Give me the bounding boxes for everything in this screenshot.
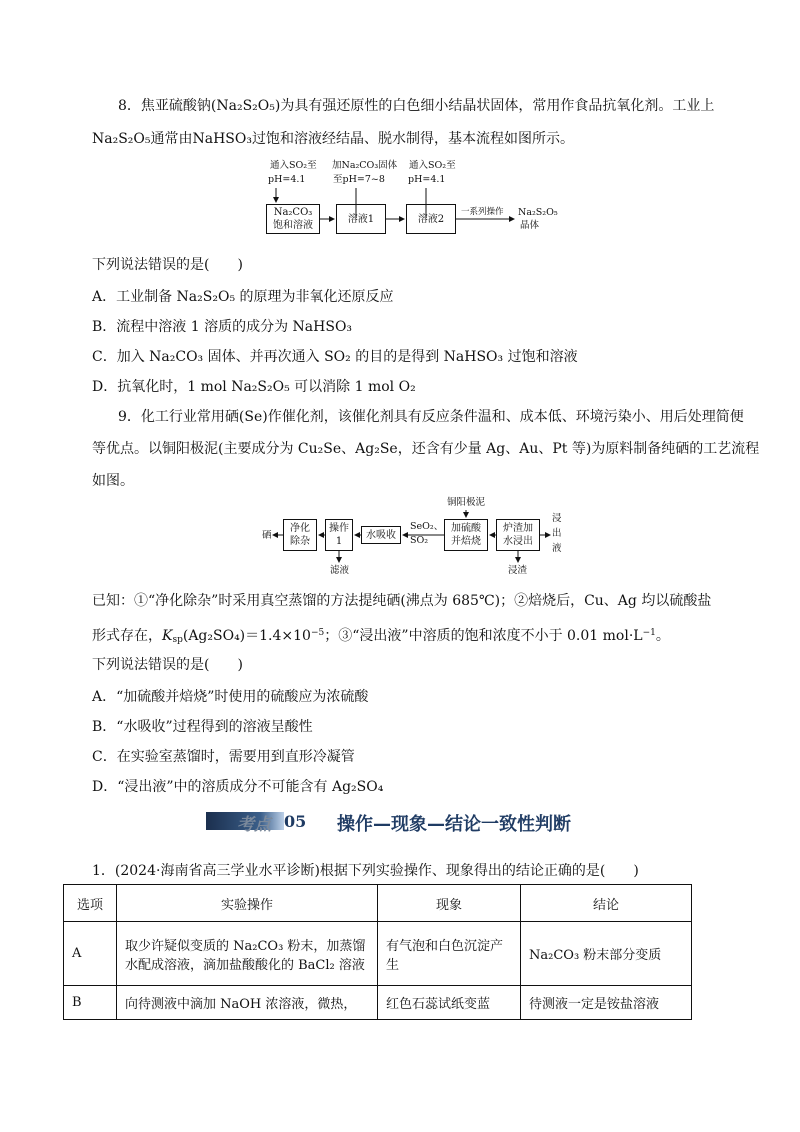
- flow2-gas-b: SO₂: [410, 535, 429, 546]
- q1-text: 1．(2024·海南省高三学业水平诊断)根据下列实验操作、现象得出的结论正确的是( ): [92, 863, 639, 879]
- flow2-box-leach-line1: 炉渣加: [503, 523, 533, 534]
- experiment-table: [63, 884, 692, 1020]
- q9-known2-part-c: ；③“浸出液”中溶质的饱和浓度不小于 0.01 mol·L: [324, 628, 643, 644]
- section-title: 操作—现象—结论一致性判断: [337, 814, 571, 835]
- q9-known2-k: K: [162, 628, 173, 644]
- flow1-product-a: Na₂S₂O₅: [518, 207, 558, 218]
- table-cell-phenomenon: 有气泡和白色沉淀产生: [378, 922, 521, 986]
- q9-text-line1: 9．化工行业常用硒(Se)作催化剂，该催化剂具有反应条件温和、成本低、环境污染小、用后处理简便: [118, 409, 744, 425]
- flow1-arrow-label: 一系列操作: [461, 207, 504, 217]
- q9-option-c: C．在实验室蒸馏时，需要用到直形冷凝管: [92, 749, 355, 765]
- q9-known-line1: 已知：①“净化除杂”时采用真空蒸馏的方法提纯硒(沸点为 685℃)；②焙烧后，Cu、Ag 均以硫酸盐: [92, 593, 712, 609]
- table-row: [64, 922, 692, 986]
- flow2-box-operation1-line1: 操作: [329, 523, 349, 534]
- q9-known2-part-a: 形式存在，: [92, 628, 162, 644]
- q9-known2-part-d: 。: [655, 628, 670, 644]
- q9-known2-exp2: −1: [642, 628, 656, 638]
- flow2-box-purify-line2: 除杂: [290, 536, 310, 547]
- q8-stem: 下列说法错误的是( ): [92, 257, 243, 273]
- flow1-step1-label-b: pH=4.1: [268, 174, 306, 185]
- table-cell-conclusion: 待测液一定是铵盐溶液: [521, 986, 692, 1020]
- q8-text-line1: 8．焦亚硫酸钠(Na₂S₂O₅)为具有强还原性的白色细小结晶状固体，常用作食品抗氧化剂。工业上: [118, 98, 715, 114]
- q9-text-line3: 如图。: [92, 473, 134, 489]
- section-banner-number: 05: [284, 812, 307, 831]
- table-cell-option: A: [64, 922, 117, 986]
- q8-text-line2: Na₂S₂O₅通常由NaHSO₃过饱和溶液经结晶、脱水制得，基本流程如图所示。: [92, 131, 574, 147]
- q9-known-line2: [92, 624, 670, 649]
- flow1-box-na2co3-line1: Na₂CO₃: [273, 207, 313, 218]
- table-header-operation: 实验操作: [117, 885, 378, 922]
- table-header-option: 选项: [64, 885, 117, 922]
- flow1-step3-label-a: 通入SO₂至: [409, 160, 456, 171]
- q9-option-a: A．“加硫酸并焙烧”时使用的硫酸应为浓硫酸: [92, 689, 369, 705]
- flow1-box-na2co3-line2: 饱和溶液: [273, 220, 313, 231]
- flow2-input-label: 铜阳极泥: [447, 497, 486, 508]
- q9-known2-sp: sp: [172, 635, 183, 645]
- flow1-step2-label-a: 加Na₂CO₃固体: [332, 160, 398, 171]
- flow2-box-operation1-line2: 1: [335, 536, 343, 547]
- q9-known2-exp: −5: [310, 628, 325, 638]
- table-cell-option: B: [64, 986, 117, 1020]
- q9-stem: 下列说法错误的是( ): [92, 657, 243, 673]
- table-cell-operation: 向待测液中滴加 NaOH 浓溶液，微热，: [117, 986, 378, 1020]
- table-header-phenomenon: 现象: [378, 885, 521, 922]
- flow2-filtrate: 滤液: [330, 565, 350, 576]
- flow2-residue: 浸渣: [508, 565, 528, 576]
- flow2-box-acid-roast-line1: 加硫酸: [451, 523, 481, 534]
- table-header-conclusion: 结论: [521, 885, 692, 922]
- table-cell-operation: 取少许疑似变质的 Na₂CO₃ 粉末，加蒸馏水配成溶液，滴加盐酸酸化的 BaCl₂ 溶液: [117, 922, 378, 986]
- q9-text-line2: 等优点。以铜阳极泥(主要成分为 Cu₂Se、Ag₂Se，还含有少量 Ag、Au、Pt 等)为原料制备纯硒的工艺流程: [92, 441, 760, 457]
- table-header-row: [64, 885, 692, 922]
- flow1-box-solution1: 溶液1: [336, 204, 386, 234]
- flow1-step2-label-b: 至pH=7~8: [333, 174, 385, 185]
- q8-option-d: D．抗氧化时，1 mol Na₂S₂O₅ 可以消除 1 mol O₂: [92, 379, 416, 395]
- q9-option-d: D．“浸出液”中的溶质成分不可能含有 Ag₂SO₄: [92, 779, 384, 795]
- section-banner-label: 考点: [237, 815, 271, 835]
- q8-option-c: C．加入 Na₂CO₃ 固体、并再次通入 SO₂ 的目的是得到 NaHSO₃ 过饱和溶液: [92, 349, 578, 365]
- flow1-step3-label-b: pH=4.1: [408, 174, 446, 185]
- q9-option-b: B．“水吸收”过程得到的溶液呈酸性: [92, 719, 313, 735]
- flow2-box-acid-roast-line2: 并焙烧: [451, 536, 481, 547]
- flow1-product-b: 晶体: [520, 220, 540, 231]
- flow2-leachate-b: 出: [552, 528, 562, 539]
- table-row: [64, 986, 692, 1020]
- table-cell-conclusion: Na₂CO₃ 粉末部分变质: [521, 922, 692, 986]
- flow2-box-water-absorb: 水吸收: [361, 526, 401, 544]
- flow2-leachate-a: 浸: [552, 513, 562, 524]
- q8-option-a: A．工业制备 Na₂S₂O₅ 的原理为非氧化还原反应: [92, 289, 394, 305]
- flow2-box-leach-line2: 水浸出: [503, 536, 533, 547]
- flow2-gas-a: SeO₂、: [410, 521, 444, 532]
- flow1-step1-label-a: 通入SO₂至: [270, 160, 317, 171]
- q8-option-b: B．流程中溶液 1 溶质的成分为 NaHSO₃: [92, 319, 353, 335]
- flow1-box-solution2: 溶液2: [406, 204, 456, 234]
- flow2-output-selenium: 硒: [262, 530, 272, 541]
- table-cell-phenomenon: 红色石蕊试纸变蓝: [378, 986, 521, 1020]
- flow2-leachate-c: 液: [552, 543, 562, 554]
- flow2-box-purify-line1: 净化: [290, 523, 310, 534]
- q9-known2-part-b: (Ag₂SO₄)＝1.4×10: [182, 628, 311, 644]
